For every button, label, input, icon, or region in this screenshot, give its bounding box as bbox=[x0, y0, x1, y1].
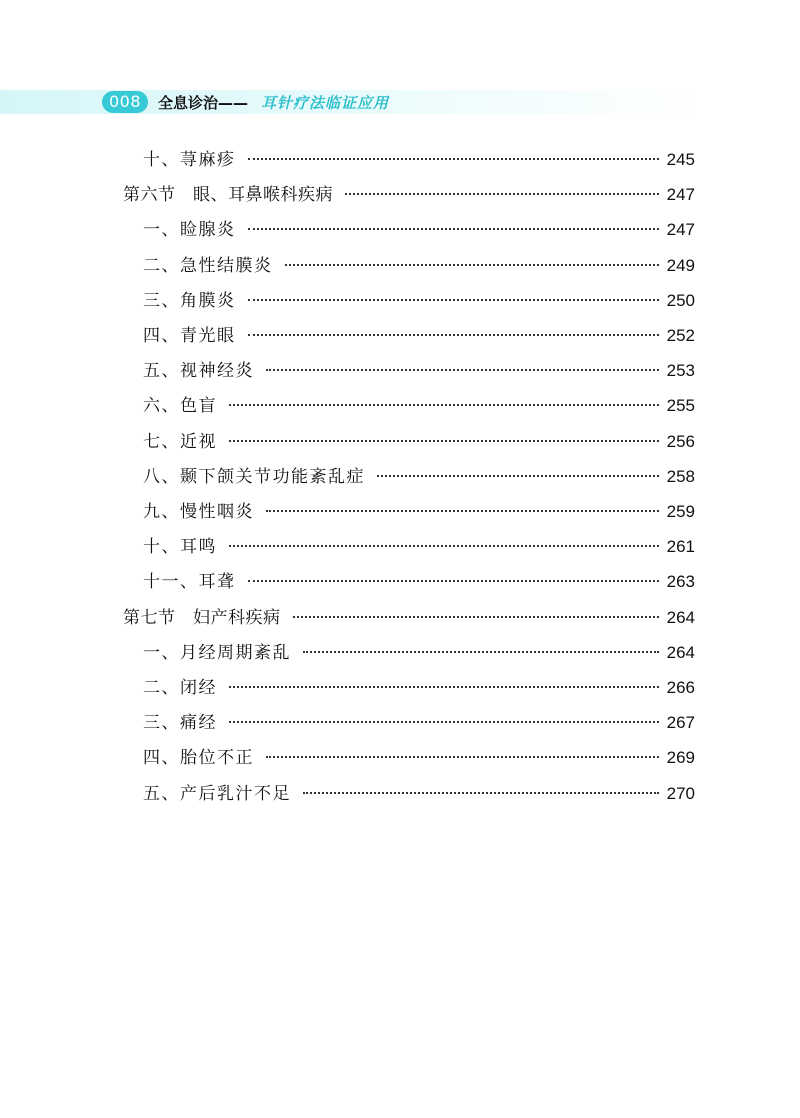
toc-page-number: 264 bbox=[666, 643, 695, 662]
toc-page-number: 266 bbox=[666, 678, 695, 697]
toc-dot-leader bbox=[248, 158, 659, 160]
toc-page-number: 258 bbox=[666, 467, 695, 486]
page-number-badge: 008 bbox=[102, 91, 148, 113]
toc-entry-label: 十一、耳聋 bbox=[143, 572, 236, 592]
toc-dot-leader bbox=[248, 228, 659, 230]
toc-entry-label: 八、颞下颌关节功能紊乱症 bbox=[143, 467, 365, 487]
toc-page-number: 264 bbox=[666, 608, 695, 627]
toc-item-row[interactable] bbox=[143, 569, 695, 595]
toc-entry-label: 第七节 妇产科疾病 bbox=[123, 608, 281, 628]
toc-page-number: 255 bbox=[666, 396, 695, 415]
toc-dot-leader bbox=[229, 721, 659, 723]
toc-entry-label: 第六节 眼、耳鼻喉科疾病 bbox=[123, 185, 333, 205]
toc-item-row[interactable] bbox=[143, 745, 695, 771]
toc-page-number: 250 bbox=[666, 291, 695, 310]
toc-page-number: 263 bbox=[666, 572, 695, 591]
toc-dot-leader bbox=[285, 264, 659, 266]
toc-page-number: 253 bbox=[666, 361, 695, 380]
toc-dot-leader bbox=[229, 440, 659, 442]
toc-item-row[interactable] bbox=[143, 217, 695, 243]
toc-entry-label: 三、角膜炎 bbox=[143, 291, 236, 311]
toc-section-row[interactable] bbox=[123, 605, 695, 631]
toc-dot-leader bbox=[229, 686, 659, 688]
toc-dot-leader bbox=[266, 510, 659, 512]
toc-page-number: 269 bbox=[666, 748, 695, 767]
toc-page-number: 245 bbox=[666, 150, 695, 169]
toc-dot-leader bbox=[303, 651, 659, 653]
toc-dot-leader bbox=[248, 299, 659, 301]
toc-entry-label: 十、荨麻疹 bbox=[143, 150, 236, 170]
toc-entry-label: 二、急性结膜炎 bbox=[143, 256, 273, 276]
toc-item-row[interactable] bbox=[143, 253, 695, 279]
toc-item-row[interactable] bbox=[143, 147, 695, 173]
toc-entry-label: 三、痛经 bbox=[143, 713, 217, 733]
toc-item-row[interactable] bbox=[143, 464, 695, 490]
toc-page-number: 249 bbox=[666, 256, 695, 275]
toc-page-number: 270 bbox=[666, 784, 695, 803]
toc-page-number: 256 bbox=[666, 432, 695, 451]
toc-page-number: 267 bbox=[666, 713, 695, 732]
toc-entry-label: 一、月经周期紊乱 bbox=[143, 643, 291, 663]
toc-dot-leader bbox=[303, 792, 659, 794]
toc-page-number: 261 bbox=[666, 537, 695, 556]
book-subtitle: 耳针疗法临证应用 bbox=[261, 94, 390, 112]
toc-entry-label: 五、产后乳汁不足 bbox=[143, 784, 291, 804]
toc-entry-label: 七、近视 bbox=[143, 432, 217, 452]
toc-item-row[interactable] bbox=[143, 429, 695, 455]
book-title: 全息诊治—— bbox=[158, 94, 249, 112]
toc-item-row[interactable] bbox=[143, 288, 695, 314]
toc-dot-leader bbox=[293, 616, 659, 618]
toc-item-row[interactable] bbox=[143, 640, 695, 666]
toc-page-number: 259 bbox=[666, 502, 695, 521]
toc-item-row[interactable] bbox=[143, 393, 695, 419]
toc-dot-leader bbox=[248, 580, 659, 582]
toc-item-row[interactable] bbox=[143, 499, 695, 525]
toc-dot-leader bbox=[345, 193, 659, 195]
toc-entry-label: 六、色盲 bbox=[143, 396, 217, 416]
toc-entry-label: 二、闭经 bbox=[143, 678, 217, 698]
toc-item-row[interactable] bbox=[143, 710, 695, 736]
toc-item-row[interactable] bbox=[143, 323, 695, 349]
toc-entry-label: 五、视神经炎 bbox=[143, 361, 254, 381]
toc-item-row[interactable] bbox=[143, 675, 695, 701]
toc-dot-leader bbox=[229, 545, 659, 547]
toc-page-number: 247 bbox=[666, 185, 695, 204]
toc-dot-leader bbox=[266, 369, 659, 371]
toc-dot-leader bbox=[266, 756, 659, 758]
toc-entry-label: 九、慢性咽炎 bbox=[143, 502, 254, 522]
toc-entry-label: 一、睑腺炎 bbox=[143, 220, 236, 240]
toc-entry-label: 四、青光眼 bbox=[143, 326, 236, 346]
toc-page-number: 252 bbox=[666, 326, 695, 345]
toc-page-number: 247 bbox=[666, 220, 695, 239]
toc-dot-leader bbox=[377, 475, 659, 477]
toc-item-row[interactable] bbox=[143, 534, 695, 560]
toc-entry-label: 十、耳鸣 bbox=[143, 537, 217, 557]
toc-entry-label: 四、胎位不正 bbox=[143, 748, 254, 768]
toc-dot-leader bbox=[248, 334, 659, 336]
toc-section-row[interactable] bbox=[123, 182, 695, 208]
toc-item-row[interactable] bbox=[143, 358, 695, 384]
toc-item-row[interactable] bbox=[143, 781, 695, 807]
toc-dot-leader bbox=[229, 404, 659, 406]
